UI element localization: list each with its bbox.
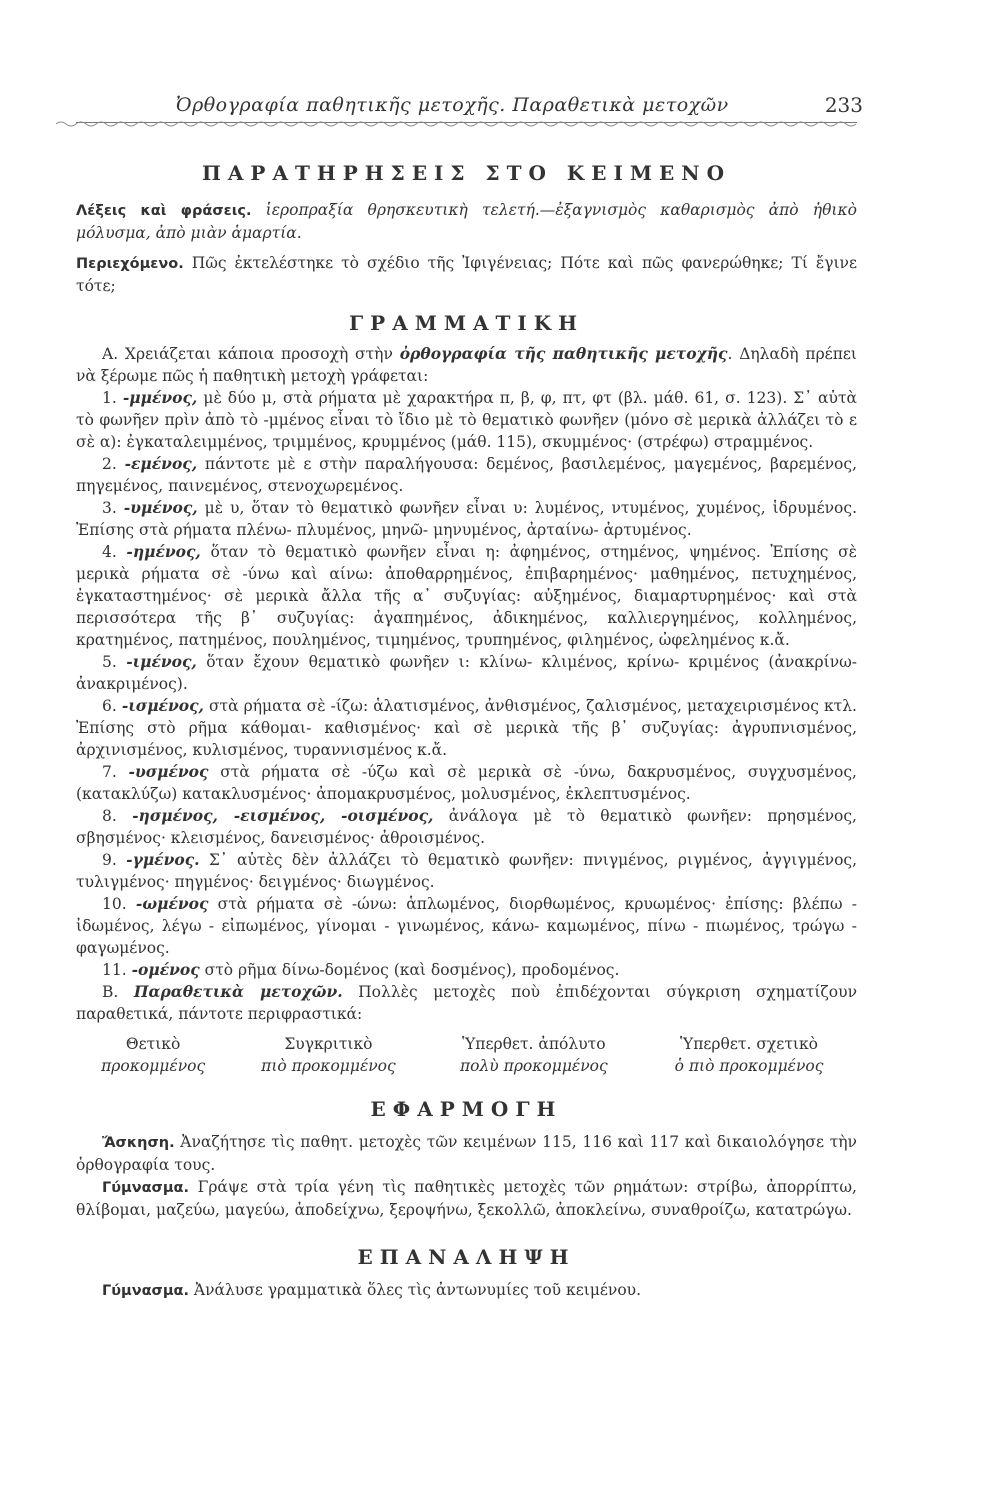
grammar-b-paragraph (76, 981, 857, 1025)
grammar-rule: 4. -ημένος, ὅταν τὸ θεματικὸ φωνῆεν εἶναι η: ἀφημένος, στημένος, ψημένος. Ἐπίσης σὲ μερικὰ ρήματα σὲ -ύνω καὶ αίνω: ἀποθαρρημένος, ἐπιβαρημένος· μαθημένος, πετυχημένος, ἐγκαταστημένος· σὲ μερικὰ ἄλλα τῆς α᾽ συζυγίας: αὐξημένος, διαμαρτυρημένος· καὶ στὰ περισσότερα τῆς β᾽ συζυγίας: ἀγαπημένος, ἀδικημένος, καλλιεργημένος, κολλημένος, κρατημένος, πατημένος, πουλημένος, τιμημένος, τρυπημένος, φιλημένος, ὠφελημένος κ.ἄ. (76, 542, 857, 649)
application-gymnasma-label: Γύμνασμα. (102, 1180, 189, 1196)
comparison-header-cell: Ὑπερθετ. ἀπόλυτο (462, 1035, 606, 1053)
comparison-header-row (76, 1033, 857, 1055)
comparison-value-row (76, 1055, 857, 1077)
grammar-section-title: ΓΡΑΜΜΑΤΙΚΗ (348, 311, 585, 335)
grammar-rule: 10. -ωμένος στὰ ρήματα σὲ -ώνω: ἁπλωμένος, διορθωμένος, κρυωμένος· ἐπίσης: βλέπω - ἰδωμένος, λέγω - εἰπωμένος, γίνομαι - γινωμένος, κάνω- καμωμένος, πίνω - πιωμένος, τρώγω - φαγωμένος. (76, 894, 857, 957)
application-section-title: ΕΦΑΡΜΟΓΗ (370, 1097, 563, 1121)
grammar-rule: 7. -υσμένος στὰ ρήματα σὲ -ύζω καὶ σὲ μερικὰ σὲ -ύνω, δακρυσμένος, συγχυσμένος, (κατακλύζω) κατακλυσμένος· ἀπομακρυσμένος, μολυσμένος, ἐκλεπτυσμένος. (76, 762, 857, 803)
application-gymnasma-text: Γράψε στὰ τρία γένη τὶς παθητικὲς μετοχὲς τῶν ρημάτων: στρίβω, ἀπορρίπτω, θλίβομαι, μαζεύω, μαγεύω, ἀποδείχνω, ξεροψήνω, ξεκολλῶ, ἀποκλείνω, συναθροίζω, κατατρώγω. (76, 1178, 857, 1219)
lexeis-label: Λέξεις καὶ φράσεις. (76, 203, 252, 219)
periexomeno-paragraph (76, 252, 857, 297)
comparison-table (76, 1033, 857, 1077)
review-gymnasma-text: Ἀνάλυσε γραμματικὰ ὅλες τὶς ἀντωνυμίες τοῦ κειμένου. (193, 1281, 642, 1299)
askisi-label: Ἄσκηση. (102, 1135, 175, 1151)
grammar-rule: 2. -εμένος, πάντοτε μὲ ε στὴν παραλήγουσα: δεμένος, βασιλεμένος, μαγεμένος, βαρεμένος, πηγεμένος, παινεμένος, στενοχωρεμένος. (76, 454, 857, 495)
grammar-rule: 9. -γμένος. Σ᾽ αὐτὲς δὲν ἀλλάζει τὸ θεματικὸ φωνῆεν: πνιγμένος, ριγμένος, ἀγγιγμένος, τυλιγμένος· πηγμένος· δειγμένος· διωγμένος. (76, 850, 858, 891)
grammar-rule: 6. -ισμένος, στὰ ρήματα σὲ -ίζω: ἁλατισμένος, ἀνθισμένος, ζαλισμένος, μεταχειρισμένος κτλ. Ἐπίσης στὸ ρῆμα κάθομαι- καθισμένος· καὶ σὲ μερικὰ τῆς β᾽ συζυγίας: ἀγρυπνισμένος, ἀρχινισμένος, κυλισμένος, τυραννισμένος κ.ἄ. (76, 696, 857, 759)
comparison-header-cell: Ὑπερθετ. σχετικὸ (680, 1035, 818, 1053)
grammar-b-label: Β. (102, 983, 119, 1001)
grammar-b-text: Πολλὲς μετοχὲς ποὺ ἐπιδέχονται σύγκριση σχηματίζουν παραθετικά, πάντοτε περιφραστικά: (76, 983, 857, 1023)
grammar-rule: 5. -ιμένος, ὅταν ἔχουν θεματικὸ φωνῆεν ι: κλίνω- κλιμένος, κρίνω- κριμένος (ἀνακρίνω- ἀνακριμένος). (76, 652, 857, 693)
comparison-value-cell: προκομμένος (101, 1057, 206, 1075)
grammar-a-paragraph (76, 343, 857, 387)
review-gymnasma-paragraph (76, 1279, 857, 1302)
grammar-a-bold: ὀρθογραφία τῆς παθητικῆς μετοχῆς (399, 344, 728, 363)
grammar-a-rest: . Δηλαδὴ πρέπει νὰ ξέρωμε πῶς ἡ παθητικὴ μετοχὴ γράφεται: (76, 345, 858, 385)
lexeis-text: ἱεροπραξία θρησκευτικὴ τελετή.—ἐξαγνισμὸς καθαρισμὸς ἀπὸ ἠθικὸ μόλυσμα, ἀπὸ μιὰν ἁμαρτία. (76, 201, 857, 242)
grammar-rule-list (76, 387, 857, 981)
askisi-paragraph (76, 1131, 857, 1176)
comparison-value-cell: πολὺ προκομμένος (459, 1057, 608, 1075)
application-gymnasma-paragraph (76, 1176, 857, 1221)
periexomeno-text: Πῶς ἐκτελέστηκε τὸ σχέδιο τῆς Ἰφιγένειας; Πότε καὶ πῶς φανερώθηκε; Τί ἔγινε τότε; (76, 254, 857, 295)
grammar-rule: 1. -μμένος, μὲ δύο μ, στὰ ρήματα μὲ χαρακτήρα π, β, φ, πτ, φτ (βλ. μάθ. 61, σ. 123). Σ᾽ αὐτὰ τὸ φωνῆεν πρὶν ἀπὸ τὸ -μμένος εἶναι τὸ ἴδιο μὲ τὸ θεματικὸ φωνῆεν (μόνο σὲ μερικὰ ἀλλάζει τὸ ε σὲ α): ἐγκαταλειμμένος, τριμμένος, κρυμμένος (μάθ. 115), σκυμμένος· (στρέφω) στραμμένος. (76, 388, 857, 451)
periexomeno-label: Περιεχόμενο. (76, 256, 184, 272)
lexeis-paragraph (76, 199, 857, 244)
comparison-value-cell: πιὸ προκομμένος (261, 1057, 396, 1075)
running-head (76, 88, 863, 123)
comparison-header-cell: Συγκριτικὸ (284, 1035, 373, 1053)
running-title: Ὀρθογραφία παθητικῆς μετοχῆς. Παραθετικὰ μετοχῶν (176, 94, 729, 116)
grammar-a-intro: Α. Χρειάζεται κάποια προσοχὴ στὴν (102, 345, 400, 363)
page-number: 233 (824, 93, 863, 117)
grammar-b-bold: Παραθετικὰ μετοχῶν. (133, 982, 343, 1001)
review-gymnasma-label: Γύμνασμα. (102, 1283, 189, 1299)
review-section-title: ΕΠΑΝΑΛΗΨΗ (357, 1245, 576, 1269)
notes-section-title: ΠΑΡΑΤΗΡΗΣΕΙΣ ΣΤΟ ΚΕΙΜΕΝΟ (202, 161, 731, 185)
grammar-rule: 11. -ομένος στὸ ρῆμα δίνω-δομένος (καὶ δοσμένος), προδομένος. (102, 960, 620, 979)
comparison-header-cell: Θετικὸ (125, 1035, 181, 1053)
askisi-text: Ἀναζήτησε τὶς παθητ. μετοχὲς τῶν κειμένων 115, 116 καὶ 117 καὶ δικαιολόγησε τὴν ὀρθογραφία τους. (76, 1133, 857, 1174)
grammar-rule: 3. -υμένος, μὲ υ, ὅταν τὸ θεματικὸ φωνῆεν εἶναι υ: λυμένος, ντυμένος, χυμένος, ἱδρυμένος. Ἐπίσης στὰ ρήματα πλένω- πλυμένος, μηνῶ- μηνυμένος, ἀρταίνω- ἀρτυμένος. (76, 498, 857, 539)
comparison-value-cell: ὁ πιὸ προκομμένος (674, 1057, 824, 1075)
wavy-rule-ornament (56, 120, 856, 128)
grammar-rule: 8. -ησμένος, -εισμένος, -οισμένος, ἀνάλογα μὲ τὸ θεματικὸ φωνῆεν: πρησμένος, σβησμένος· κλεισμένος, δανεισμένος· ἀθροισμένος. (76, 806, 857, 847)
